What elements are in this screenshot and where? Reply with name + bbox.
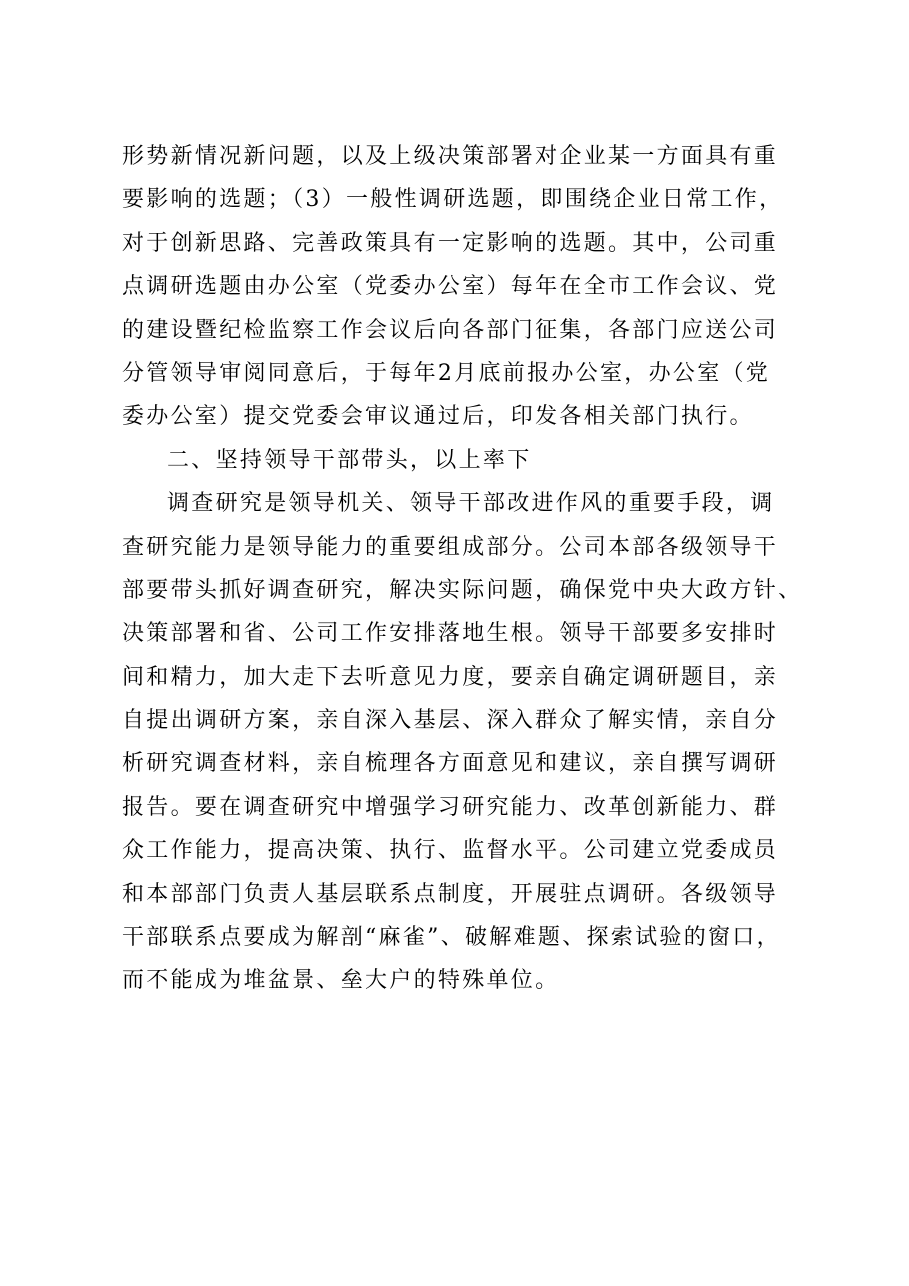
- text-line: 委办公室）提交党委会审议通过后，印发各相关部门执行。: [122, 404, 754, 430]
- document-body: [122, 135, 802, 1003]
- text-line: 点调研选题由办公室（党委办公室）每年在全市工作会议、党: [122, 274, 779, 300]
- text-line: 决策部署和省、公司工作安排落地生根。领导干部要多安排时: [122, 621, 779, 647]
- text-line: 分管领导审阅同意后，于每年2月底前报办公室，办公室（党: [122, 360, 771, 386]
- paragraph-continuation: [122, 135, 802, 439]
- section-heading-text: 二、坚持领导干部带头，以上率下: [167, 447, 532, 473]
- text-line: 的建设暨纪检监察工作会议后向各部门征集，各部门应送公司: [122, 317, 779, 343]
- text-line: 要影响的选题；（3）一般性调研选题，即围绕企业日常工作，: [122, 187, 784, 213]
- text-line: 众工作能力，提高决策、执行、监督水平。公司建立党委成员: [122, 838, 779, 864]
- paragraph-body: [122, 482, 802, 1003]
- text-line: 对于创新思路、完善政策具有一定影响的选题。其中，公司重: [122, 230, 779, 256]
- text-line: 干部联系点要成为解剖“麻雀”、破解难题、探索试验的窗口，: [122, 925, 781, 951]
- text-line: 报告。要在调查研究中增强学习研究能力、改革创新能力、群: [122, 794, 779, 820]
- text-line: 析研究调查材料，亲自梳理各方面意见和建议，亲自撰写调研: [122, 751, 779, 777]
- text-line: 间和精力，加大走下去听意见力度，要亲自确定调研题目，亲: [122, 664, 779, 690]
- section-heading: [122, 439, 802, 482]
- text-line: 查研究能力是领导能力的重要组成部分。公司本部各级领导干: [122, 534, 779, 560]
- text-line: 调查研究是领导机关、领导干部改进作风的重要手段，调: [167, 491, 775, 517]
- text-line: 而不能成为堆盆景、垒大户的特殊单位。: [122, 968, 560, 994]
- text-line: 和本部部门负责人基层联系点制度，开展驻点调研。各级领导: [122, 881, 779, 907]
- text-line: 部要带头抓好调查研究，解决实际问题，确保党中央大政方针、: [122, 577, 803, 603]
- text-line: 自提出调研方案，亲自深入基层、深入群众了解实情，亲自分: [122, 708, 779, 734]
- text-line: 形势新情况新问题，以及上级决策部署对企业某一方面具有重: [122, 144, 779, 169]
